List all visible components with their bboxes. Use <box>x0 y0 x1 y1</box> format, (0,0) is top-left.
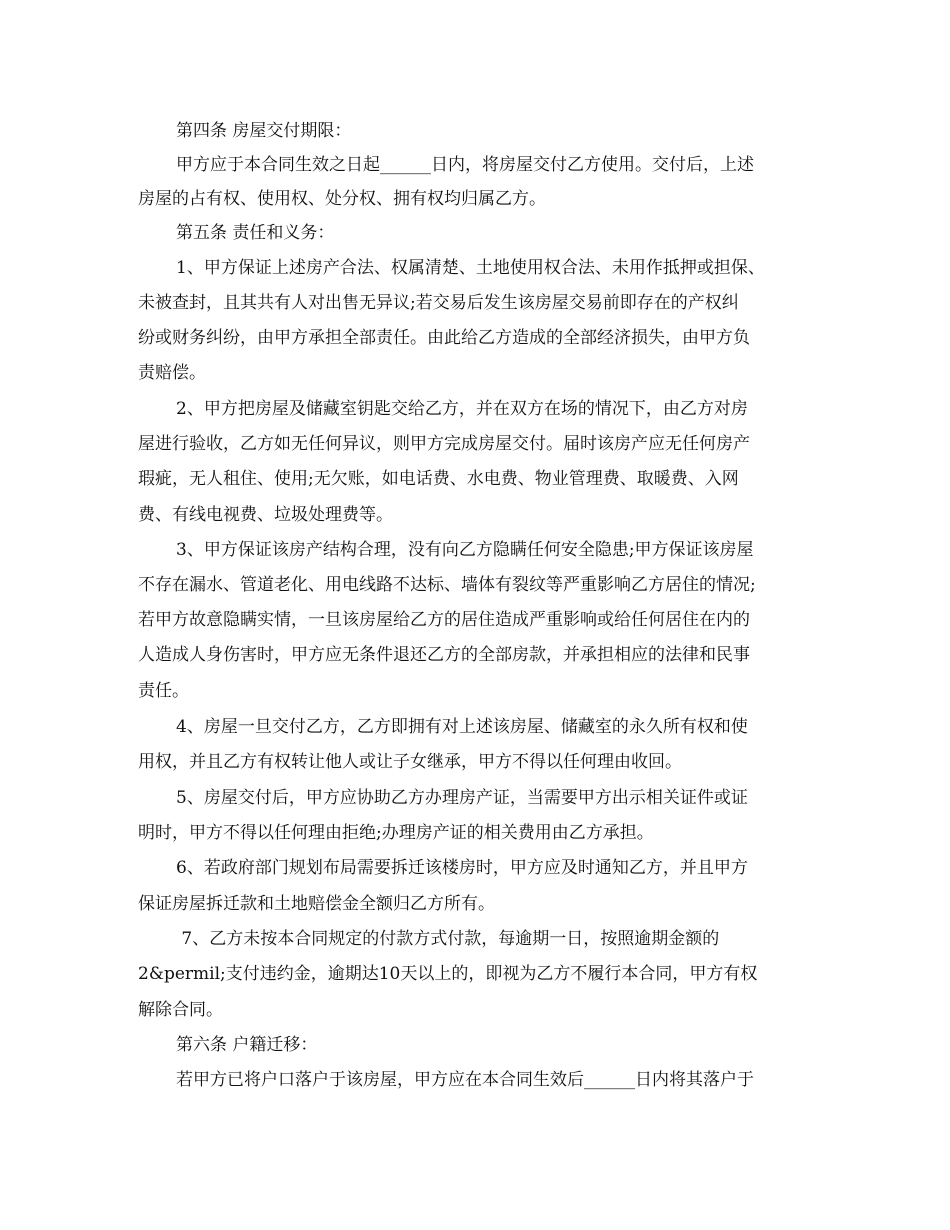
clause-7-line: 2&permil;支付违约金，逾期达10天以上的，即视为乙方不履行本合同，甲方有权 <box>138 964 758 984</box>
clause-3-line: 责任。 <box>138 681 189 701</box>
clause-7-line: 解除合同。 <box>138 1000 223 1020</box>
clause-1-line: 纷或财务纠纷，由甲方承担全部责任。由此给乙方造成的全部经济损失，由甲方负 <box>138 328 750 348</box>
clause-3-line: 人造成人身伤害时，甲方应无条件退还乙方的全部房款，并承担相应的法律和民事 <box>138 645 750 665</box>
clause-3-line: 3、甲方保证该房产结构合理，没有向乙方隐瞒任何安全隐患;甲方保证该房屋 <box>176 540 754 560</box>
article-4-heading: 第四条 房屋交付期限： <box>176 121 352 141</box>
clause-1-line: 责赔偿。 <box>138 363 206 383</box>
clause-2-line: 费、有线电视费、垃圾处理费等。 <box>138 505 393 525</box>
clause-3-line: 若甲方故意隐瞒实情，一旦该房屋给乙方的居住造成严重影响或给任何居住在内的 <box>138 610 750 630</box>
clause-6-line: 保证房屋拆迁款和土地赔偿金全额归乙方所有。 <box>138 894 495 914</box>
clause-4-line: 用权，并且乙方有权转让他人或让子女继承，甲方不得以任何理由收回。 <box>138 752 682 772</box>
paragraph-line: 若甲方已将户口落户于该房屋，甲方应在本合同生效后______日内将其落户于 <box>176 1070 754 1090</box>
clause-5-line: 5、房屋交付后，甲方应协助乙方办理房产证，当需要甲方出示相关证件或证 <box>176 788 748 808</box>
article-6-heading: 第六条 户籍迁移： <box>176 1035 318 1055</box>
clause-2-line: 瑕疵，无人租住、使用;无欠账，如电话费、水电费、物业管理费、取暖费、入网 <box>138 469 739 489</box>
paragraph-line: 甲方应于本合同生效之日起______日内，将房屋交付乙方使用。交付后，上述 <box>176 155 754 175</box>
clause-2-line: 2、甲方把房屋及储藏室钥匙交给乙方，并在双方在场的情况下，由乙方对房 <box>176 399 748 419</box>
article-5-heading: 第五条 责任和义务： <box>176 223 335 243</box>
clause-5-line: 明时，甲方不得以任何理由拒绝;办理房产证的相关费用由乙方承担。 <box>138 823 654 843</box>
clause-2-line: 屋进行验收，乙方如无任何异议，则甲方完成房屋交付。届时该房产应无任何房产 <box>138 434 750 454</box>
paragraph-line: 房屋的占有权、使用权、处分权、拥有权均归属乙方。 <box>138 189 546 209</box>
clause-1-line: 未被查封，且其共有人对出售无异议;若交易后发生该房屋交易前即存在的产权纠 <box>138 293 739 313</box>
clause-7-line: 7、乙方未按本合同规定的付款方式付款，每逾期一日，按照逾期金额的 <box>176 929 720 949</box>
clause-1-line: 1、甲方保证上述房产合法、权属清楚、土地使用权合法、未用作抵押或担保、 <box>176 258 765 278</box>
clause-3-line: 不存在漏水、管道老化、用电线路不达标、墙体有裂纹等严重影响乙方居住的情况; <box>138 575 756 595</box>
clause-4-line: 4、房屋一旦交付乙方，乙方即拥有对上述该房屋、储藏室的永久所有权和使 <box>176 717 748 737</box>
clause-6-line: 6、若政府部门规划布局需要拆迁该楼房时，甲方应及时通知乙方，并且甲方 <box>176 858 748 878</box>
